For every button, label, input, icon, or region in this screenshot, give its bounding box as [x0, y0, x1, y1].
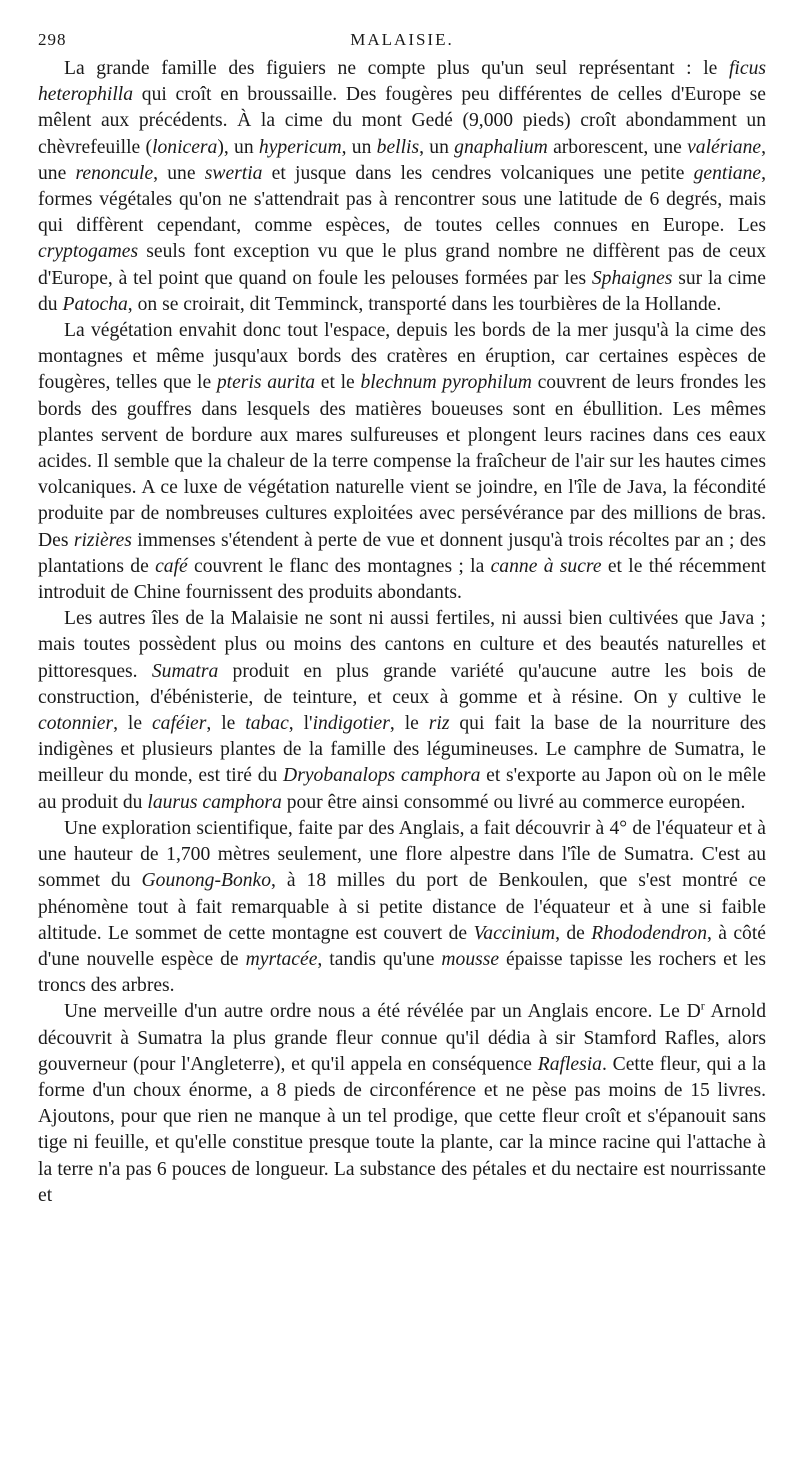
italic-term: Dryobanalops camphora — [283, 765, 481, 787]
italic-term: cryptogames — [38, 241, 139, 263]
text-run: sur la cime du — [38, 267, 766, 315]
italic-term: Rhododendron — [591, 922, 707, 944]
text-run: qui fait la base de la nourriture des indigènes et plusieurs plantes de la famille des légumineuses. Le camphre de Sumatra, le meilleur du monde, est tiré du — [38, 713, 766, 787]
italic-term: Sphaignes — [591, 267, 673, 289]
text-run: Une exploration scientifique, faite par des Anglais, a fait découvrir à 4° de l'équateur et à une hauteur de 1,700 mètres seulement, une flore alpestre dans l'île de Sumatra. C'est au sommet du — [38, 817, 766, 892]
text-run: , on se croirait, dit Temminck, transporté dans les tourbières de la Hollande. — [127, 293, 722, 315]
italic-term: bellis — [376, 136, 420, 158]
text-run: Les autres îles de la Malaisie ne sont ni aussi fertiles, ni aussi bien cultivées que Java ; mais toutes possèdent plus ou moins des cantons en culture et des beautés naturelles et pittoresques. — [38, 608, 766, 682]
body-text — [38, 56, 766, 1209]
text-run: pour être ainsi consommé ou livré au commerce européen. — [281, 791, 746, 813]
running-title: MALAISIE. — [350, 30, 454, 49]
text-run: . Cette fleur, qui a la forme d'un choux énorme, a 8 pieds de circonférence et ne pèse pas moins de 15 livres. Ajoutons, pour que rien ne manque à un tel prodige, que cette fleur croît et s'épanouit sans tige ni feuille, et qu'elle constitue presque toute la plante, car la mince racine qui l'attache à la terre n'a pas 6 pouces de longueur. La substance des pétales et du nectaire est nourrissante et — [38, 1053, 766, 1206]
italic-term: lonicera — [152, 136, 218, 158]
text-run: Une merveille d'un autre ordre nous a été révélée par un Anglais encore. Le D — [64, 1001, 701, 1023]
text-run: , de — [555, 922, 592, 944]
italic-term: Gounong-Bonko — [141, 870, 272, 892]
page-header — [38, 30, 766, 56]
text-run: qui croît en broussaille. Des fougères peu différentes de celles d'Europe se mêlent aux précédents. À la cime du mont Gedé (9,000 pieds) croît abondamment un chèvrefeuille ( — [38, 84, 766, 158]
superscript: r — [700, 998, 705, 1013]
text-run: , formes végétales qu'on ne s'attendrait pas à rencontrer sous une latitude de 6 degrés, mais qui diffèrent cependant, comme espèces, de toutes celles connues en Europe. Les — [38, 162, 766, 237]
page — [38, 30, 766, 1209]
text-run: , le — [113, 713, 152, 735]
text-run: et le — [315, 372, 361, 394]
italic-term: gentiane — [693, 162, 762, 184]
italic-term: pteris aurita — [216, 372, 316, 394]
text-run: ), un — [217, 136, 259, 158]
italic-term: ficus heterophilla — [38, 58, 766, 106]
italic-term: cotonnier — [38, 713, 114, 735]
italic-term: blechnum pyrophilum — [360, 372, 532, 394]
paragraph-1 — [38, 56, 766, 318]
text-run: , un — [341, 136, 377, 158]
text-run: couvrent le flanc des montagnes ; la — [187, 555, 491, 577]
italic-term: riz — [428, 713, 450, 735]
italic-term: renoncule — [75, 162, 154, 184]
text-run: La grande famille des figuiers ne compte plus qu'un seul représentant : le — [64, 58, 729, 79]
italic-term: Patocha — [62, 293, 128, 315]
italic-term: gnaphalium — [454, 136, 548, 158]
page-number: 298 — [38, 30, 67, 49]
paragraph-2 — [38, 318, 766, 606]
text-run: et jusque dans les cendres volcaniques une petite — [262, 162, 694, 184]
paragraph-4 — [38, 816, 766, 999]
text-run: arborescent, une — [547, 136, 688, 158]
italic-term: Sumatra — [151, 660, 219, 682]
text-run: , à côté d'une nouvelle espèce de — [38, 922, 766, 970]
text-run: seuls font exception vu que le plus grand nombre ne diffèrent pas de ceux d'Europe, à tel point que quand on foule les pelouses formées par les — [38, 241, 766, 289]
text-run: , le — [206, 713, 246, 735]
italic-term: valériane — [687, 136, 762, 158]
italic-term: café — [155, 555, 188, 577]
text-run: , une — [38, 136, 766, 184]
text-run: , tandis qu'une — [317, 948, 442, 970]
italic-term: indigotier — [312, 713, 390, 735]
text-run: , à 18 milles du port de Benkoulen, que s'est montré ce phénomène tout à fait remarquable à si petite distance de l'équateur et à une si faible altitude. Le sommet de cette montagne est couvert de — [38, 870, 767, 944]
text-run: Arnold découvrit à Sumatra la plus grande fleur connue qu'il dédia à sir Stamford Rafles, alors gouverneur (pour l'Angleterre), et qu'il appela en conséquence — [38, 1001, 766, 1075]
text-run: produit en plus grande variété qu'aucune autre les bois de construction, d'ébénisterie, de teinture, et ceux à gomme et à résine. On y cultive le — [38, 660, 766, 708]
text-run: , une — [153, 162, 205, 184]
text-run: épaisse tapisse les rochers et les troncs des arbres. — [38, 948, 767, 997]
italic-term: rizières — [73, 529, 132, 551]
italic-term: myrtacée — [245, 948, 318, 970]
text-run: immenses s'étendent à perte de vue et donnent jusqu'à trois récoltes par an ; des plantations de — [38, 529, 766, 577]
italic-term: mousse — [441, 948, 500, 970]
italic-term: caféier — [151, 713, 207, 735]
italic-term: laurus camphora — [147, 791, 282, 813]
text-run: et le thé récemment introduit de Chine fournissent des produits abondants. — [38, 555, 766, 604]
text-run: et s'exporte au Japon où on le mêle au produit du — [38, 765, 766, 813]
paragraph-3 — [38, 606, 766, 816]
italic-term: swertia — [204, 162, 263, 184]
italic-term: hypericum — [258, 136, 342, 158]
paragraph-5 — [38, 999, 766, 1209]
italic-term: Vaccinium — [473, 922, 556, 944]
italic-term: tabac — [245, 713, 289, 735]
text-run: , un — [419, 136, 455, 158]
italic-term: canne à sucre — [490, 555, 602, 577]
italic-term: Raflesia — [537, 1053, 602, 1075]
text-run: La végétation envahit donc tout l'espace, depuis les bords de la mer jusqu'à la cime des montagnes et même jusqu'aux bords des cratères en éruption, car certaines espèces de fougères, telles que le — [38, 320, 766, 394]
text-run: , l' — [288, 713, 313, 735]
text-run: , le — [389, 713, 429, 735]
text-run: couvrent de leurs frondes les bords des gouffres dans lesquels des matières boueuses sont en ébullition. Les mêmes plantes servent de bordure aux mares sulfureuses et plongent leurs racines dans ces eaux acides. Il semble que la chaleur de la terre compense la fraîcheur de l'air sur les hautes cimes volcaniques. A ce luxe de végétation naturelle vient se joindre, en l'île de Java, la fécondité produite par de nombreuses cultures exploitées avec persévérance par des millions de bras. Des — [38, 372, 766, 551]
